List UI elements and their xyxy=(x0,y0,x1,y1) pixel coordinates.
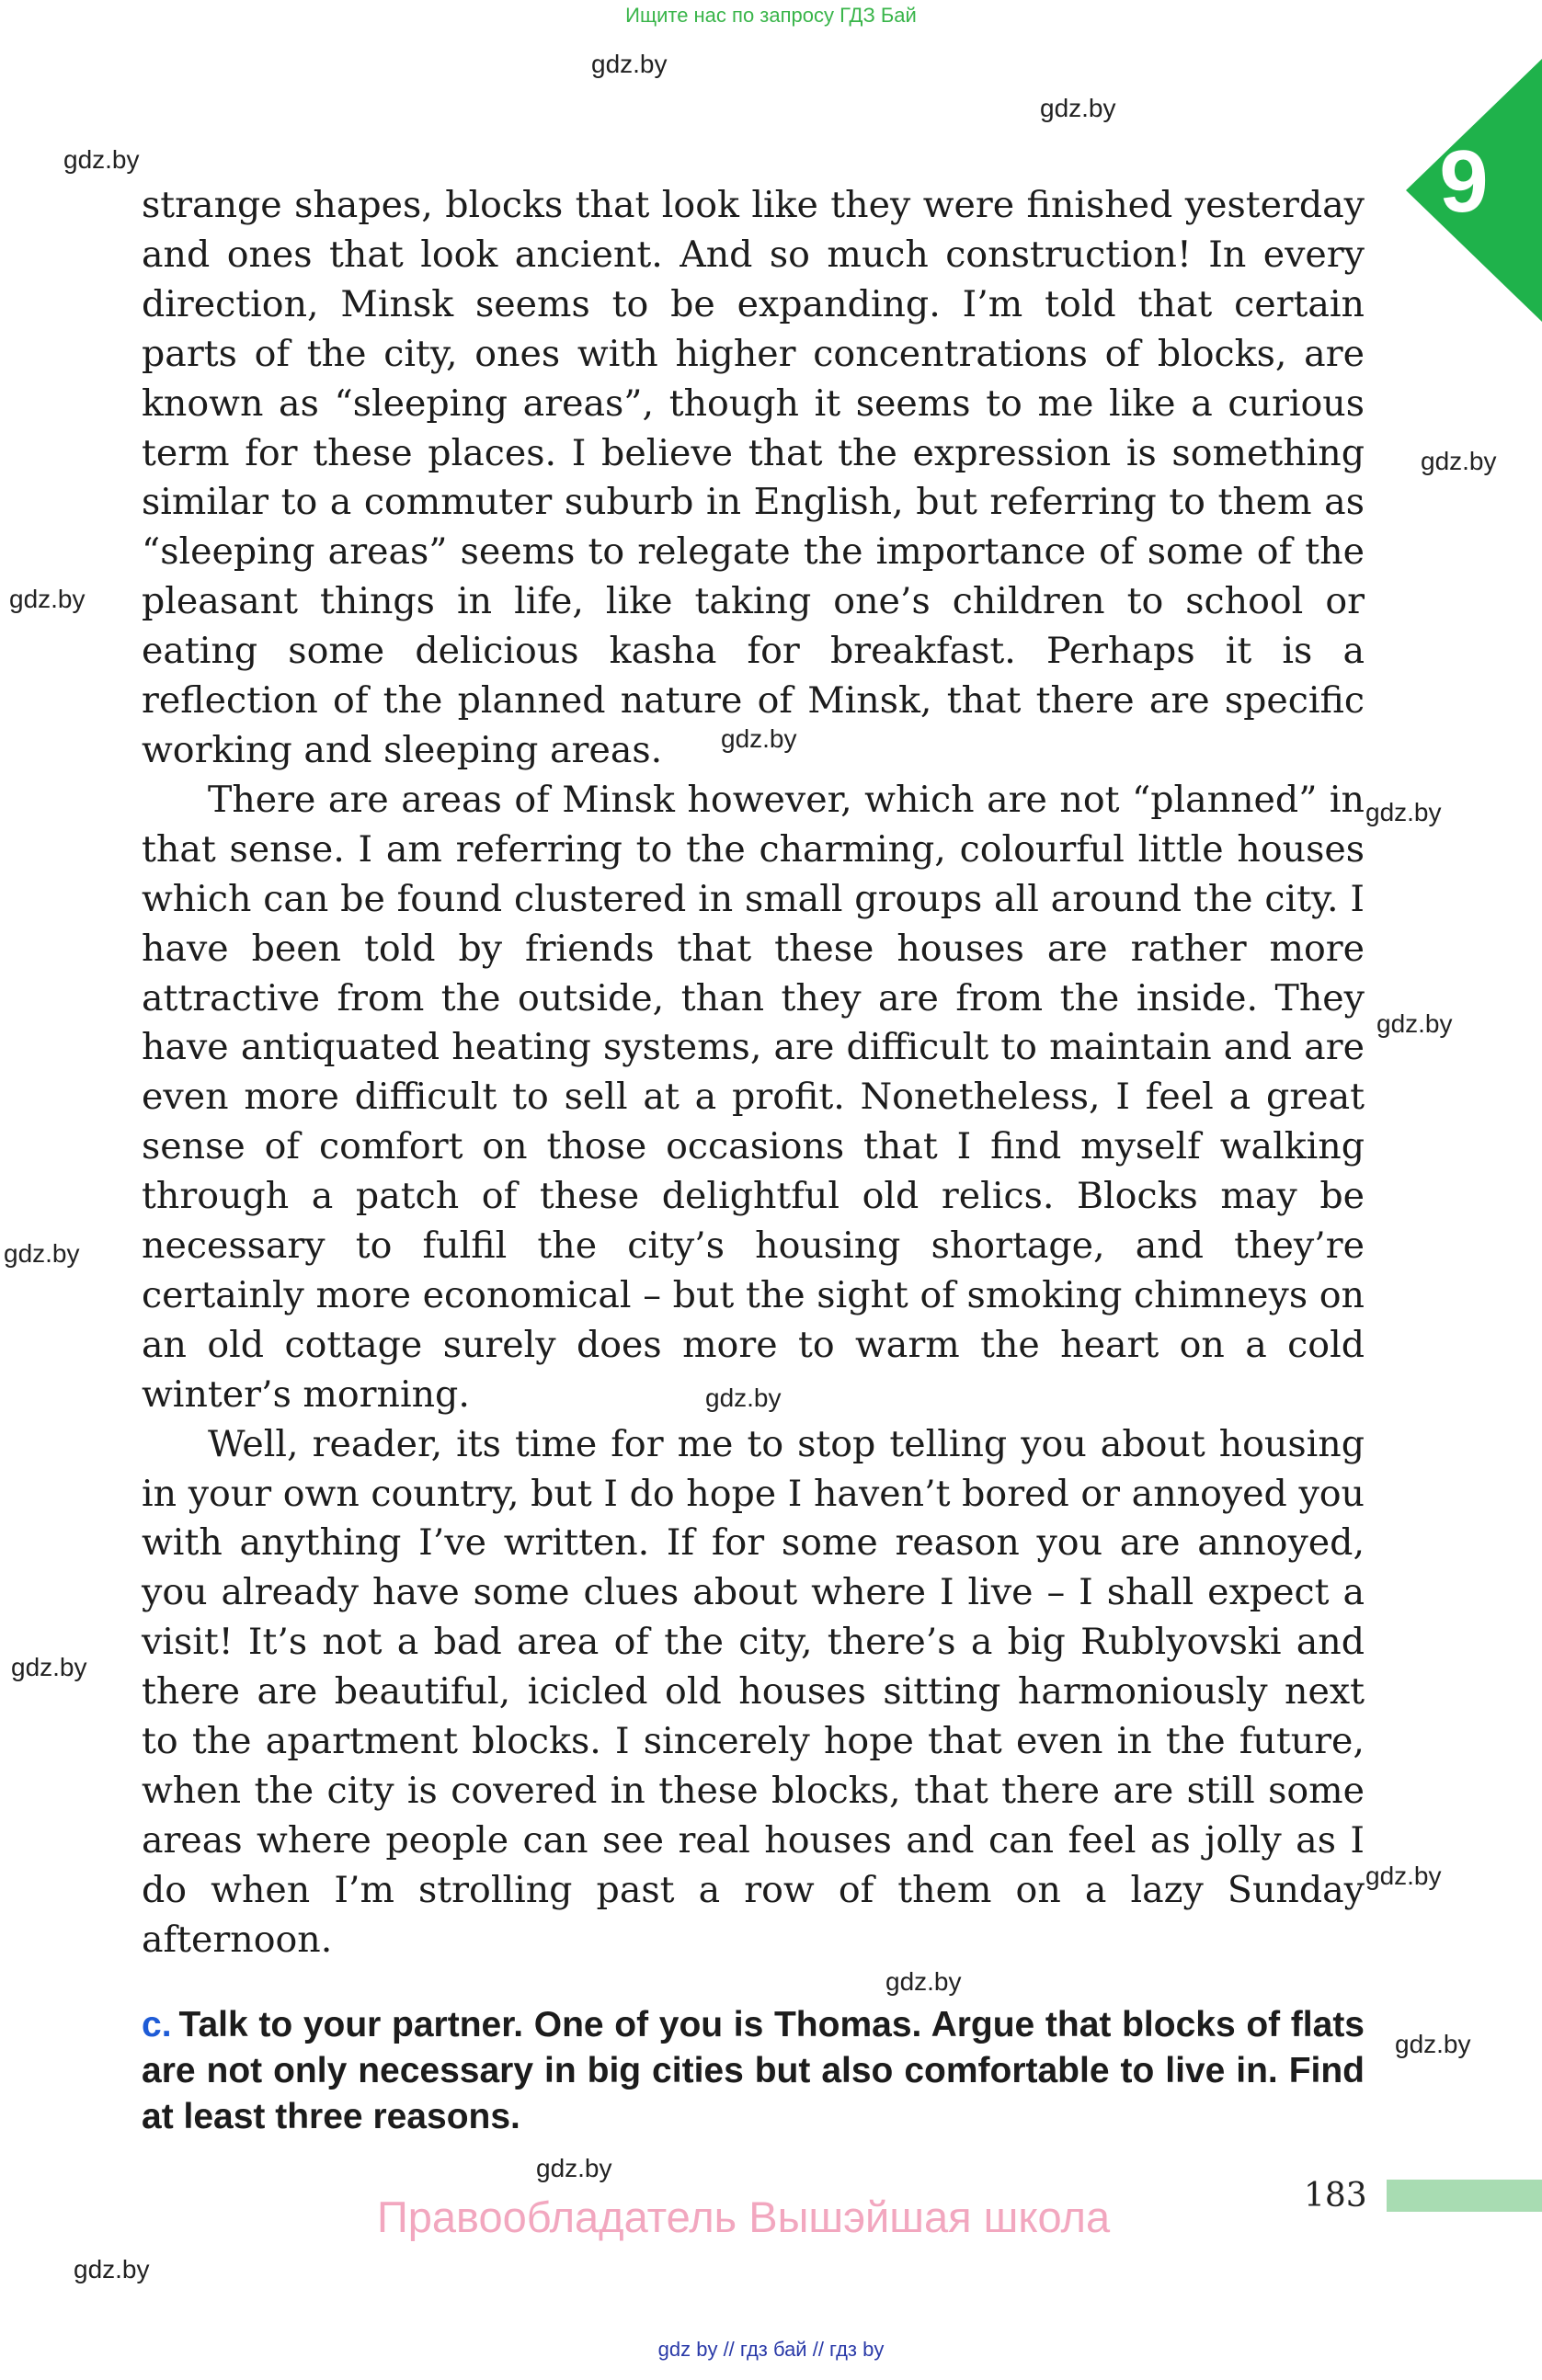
watermark: gdz.by xyxy=(1376,1009,1453,1038)
page-number: 183 xyxy=(1304,2177,1367,2215)
watermark: gdz.by xyxy=(63,145,140,174)
watermark: gdz.by xyxy=(1365,798,1442,826)
watermark: gdz.by xyxy=(1040,94,1116,122)
paragraph: strange shapes, blocks that look like they were finished yesterday and ones that look ancient. And so much construction! In every direction, Minsk seems to be expanding. I’m told that certain parts of the city, ones with higher concentrations of blocks, are known as “sleeping areas”, though it seems to me like a curious term for these places. I believe that the expression is something similar to a commuter suburb in English, but referring to them as “sleeping areas” seems to relegate the importance of some of the pleasant things in life, like taking one’s children to school or eating some delicious kasha for breakfast. Perhaps it is a reflection of the planned nature of Minsk, that there are specific working and sleeping areas. xyxy=(142,184,1365,771)
watermark: gdz.by xyxy=(9,585,86,613)
watermark: gdz.by xyxy=(1395,2030,1471,2058)
paragraph: There are areas of Minsk however, which are not “planned” in that sense. I am referring to the charming, colourful little houses which can be found clustered in small groups all around the city. I have been told by friends that these houses are rather more attractive from the outside, than they are from the inside. They have antiquated heating systems, are difficult to maintain and are even more difficult to sell at a profit. Nonetheless, I feel a great sense of comfort on those occasions that I find myself walking through a patch of these delightful old relics. Blocks may be necessary to fulfil the city’s housing shortage, and they’re certainly more economical – but the sight of smoking chimneys on an old cottage surely does more to warm the heart on a cold winter’s morning. xyxy=(142,778,1365,1416)
watermark: gdz.by xyxy=(74,2255,150,2283)
watermark: gdz.by xyxy=(536,2154,612,2182)
watermark: gdz.by xyxy=(4,1239,80,1268)
top-banner[interactable]: Ищите нас по запросу ГДЗ Бай xyxy=(625,4,917,27)
task-letter: c. xyxy=(142,2005,172,2044)
task-text: Talk to your partner. One of you is Thomas. Argue that blocks of flats are not only necessary in big cities but also comfortable to live in. Find at least three reasons. xyxy=(142,2005,1365,2136)
watermark: gdz.by xyxy=(885,1967,962,1996)
watermark: gdz.by xyxy=(721,724,797,753)
rights-holder: Правообладатель Вышэйшая школа xyxy=(377,2192,1111,2241)
watermark: gdz.by xyxy=(11,1653,87,1681)
watermark: gdz.by xyxy=(591,50,668,78)
body-text xyxy=(142,181,1365,1965)
watermark: gdz.by xyxy=(1365,1862,1442,1890)
task-block xyxy=(142,2002,1365,2140)
watermark: gdz.by xyxy=(1421,447,1497,475)
watermark: gdz.by xyxy=(705,1384,782,1412)
paragraph: Well, reader, its time for me to stop telling you about housing in your own country, but I do hope I haven’t bored or annoyed you with anything I’ve written. If for some reason you are annoyed, you already have some clues about where I live – I shall expect a visit! It’s not a bad area of the city, there’s a big Rublyovski and there are beautiful, icicled old houses sitting harmoniously next to the apartment blocks. I sincerely hope that even in the future, when the city is covered in these blocks, that there are still some areas where people can see real houses and can feel as jolly as I do when I’m strolling past a row of them on a lazy Sunday afternoon. xyxy=(142,1422,1365,1961)
footer-links[interactable]: gdz by // гдз бай // гдз by xyxy=(657,2338,885,2361)
chapter-number: 9 xyxy=(1439,132,1489,231)
page-bar xyxy=(1387,2180,1542,2212)
